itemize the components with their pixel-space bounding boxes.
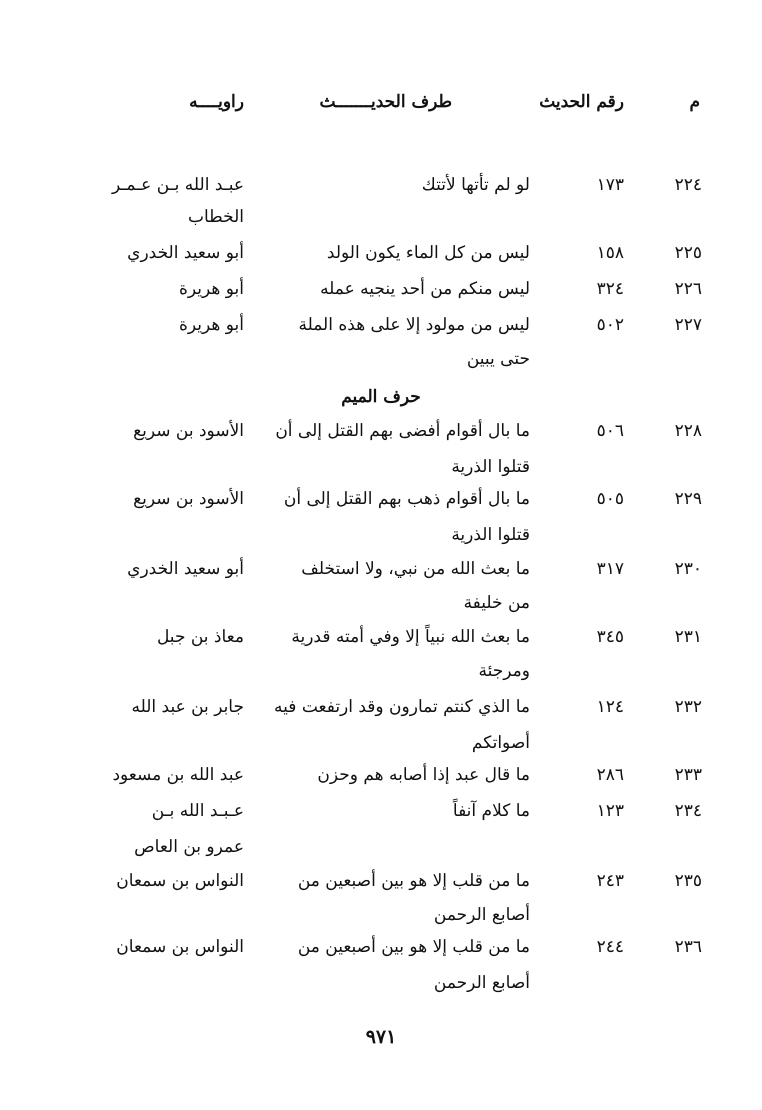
narrator: أبو سعيد الخدري bbox=[127, 559, 244, 579]
header-hadith-number: رقم الحديث bbox=[539, 92, 624, 112]
hadith-number: ٣٤٥ bbox=[596, 627, 624, 647]
row-index: ٢٣٦ bbox=[674, 937, 702, 957]
table-row bbox=[0, 168, 762, 202]
row-index: ٢٣١ bbox=[674, 627, 702, 647]
hadith-text-continuation: أصابع الرحمن bbox=[433, 973, 530, 993]
section-heading: حرف الميم bbox=[341, 387, 421, 407]
hadith-number: ٣١٧ bbox=[596, 559, 624, 579]
row-index: ٢٢٩ bbox=[674, 489, 702, 509]
row-index: ٢٣٣ bbox=[674, 765, 702, 785]
hadith-text-continuation: من خليفة bbox=[463, 593, 530, 613]
hadith-text: ما بعث الله من نبي، ولا استخلف bbox=[301, 559, 530, 579]
table-row bbox=[0, 758, 762, 792]
hadith-text-continuation: قتلوا الذرية bbox=[451, 457, 530, 477]
hadith-text: ما قال عبد إذا أصابه هم وحزن bbox=[317, 765, 530, 785]
header-m: م bbox=[689, 92, 700, 112]
hadith-text-continuation: أصواتكم bbox=[471, 733, 530, 753]
hadith-text: ما بعث الله نبياً إلا وفي أمته قدرية bbox=[291, 627, 530, 647]
hadith-text-continuation: أصابع الرحمن bbox=[433, 905, 530, 925]
table-row bbox=[0, 236, 762, 270]
table-row-continuation bbox=[0, 342, 762, 376]
hadith-text: ما من قلب إلا هو بين أصبعين من bbox=[297, 871, 530, 891]
hadith-number: ٢٤٣ bbox=[596, 871, 624, 891]
hadith-number: ١٢٤ bbox=[596, 697, 624, 717]
hadith-text-continuation: حتى يبين bbox=[466, 349, 530, 369]
hadith-number: ٢٨٦ bbox=[596, 765, 624, 785]
narrator: الأسود بن سريع bbox=[133, 421, 244, 441]
hadith-text: ليس من كل الماء يكون الولد bbox=[326, 243, 530, 263]
narrator: جابر بن عبد الله bbox=[131, 697, 244, 717]
hadith-number: ١٢٣ bbox=[596, 801, 624, 821]
page-number: ٩٧١ bbox=[365, 1026, 397, 1048]
hadith-number: ١٥٨ bbox=[596, 243, 624, 263]
table-row bbox=[0, 620, 762, 654]
hadith-number: ٢٤٤ bbox=[596, 937, 624, 957]
table-row bbox=[0, 482, 762, 516]
row-index: ٢٢٨ bbox=[674, 421, 702, 441]
narrator-continuation: الخطاب bbox=[187, 207, 244, 227]
table-row bbox=[0, 864, 762, 898]
table-row-continuation bbox=[0, 898, 762, 932]
hadith-text: لو لم تأتها لأتتك bbox=[421, 175, 530, 195]
table-row bbox=[0, 794, 762, 828]
table-row bbox=[0, 930, 762, 964]
table-row-continuation bbox=[0, 450, 762, 484]
narrator: أبو سعيد الخدري bbox=[127, 243, 244, 263]
table-row-continuation bbox=[0, 200, 762, 234]
table-row-continuation bbox=[0, 586, 762, 620]
hadith-text: ما الذي كنتم تمارون وقد ارتفعت فيه bbox=[274, 697, 530, 717]
hadith-number: ٥٠٦ bbox=[596, 421, 624, 441]
table-row-continuation bbox=[0, 966, 762, 1000]
narrator: أبو هريرة bbox=[178, 315, 244, 335]
narrator: النواس بن سمعان bbox=[116, 937, 244, 957]
header-hadith-text: طرف الحديـــــــث bbox=[319, 92, 452, 112]
narrator: أبو هريرة bbox=[178, 279, 244, 299]
hadith-text: ما بال أقوام ذهب بهم القتل إلى أن bbox=[283, 489, 530, 509]
narrator-continuation: عمرو بن العاص bbox=[134, 837, 244, 857]
table-row-continuation bbox=[0, 830, 762, 864]
hadith-text: ما كلام آنفاً bbox=[452, 801, 530, 821]
hadith-text: ما بال أقوام أفضى بهم القتل إلى أن bbox=[275, 421, 530, 441]
narrator: عـبـد الله بـن bbox=[151, 801, 244, 821]
hadith-text: ليس منكم من أحد ينجيه عمله bbox=[320, 279, 530, 299]
hadith-text: ما من قلب إلا هو بين أصبعين من bbox=[297, 937, 530, 957]
narrator: الأسود بن سريع bbox=[133, 489, 244, 509]
hadith-text-continuation: قتلوا الذرية bbox=[451, 525, 530, 545]
hadith-number: ٥٠٥ bbox=[596, 489, 624, 509]
table-row bbox=[0, 272, 762, 306]
header-narrator: راويــــه bbox=[189, 92, 244, 112]
table-row-continuation bbox=[0, 518, 762, 552]
row-index: ٢٣٥ bbox=[674, 871, 702, 891]
hadith-number: ٥٠٢ bbox=[596, 315, 624, 335]
table-row-continuation bbox=[0, 726, 762, 760]
row-index: ٢٢٤ bbox=[674, 175, 702, 195]
row-index: ٢٣٢ bbox=[674, 697, 702, 717]
table-row-continuation bbox=[0, 654, 762, 688]
hadith-text-continuation: ومرجئة bbox=[478, 661, 530, 681]
table-row bbox=[0, 414, 762, 448]
hadith-number: ٣٢٤ bbox=[596, 279, 624, 299]
row-index: ٢٢٧ bbox=[674, 315, 702, 335]
narrator: النواس بن سمعان bbox=[116, 871, 244, 891]
hadith-number: ١٧٣ bbox=[596, 175, 624, 195]
narrator: معاذ بن جبل bbox=[156, 627, 244, 647]
table-row bbox=[0, 690, 762, 724]
table-row bbox=[0, 552, 762, 586]
row-index: ٢٢٦ bbox=[674, 279, 702, 299]
table-row bbox=[0, 308, 762, 342]
row-index: ٢٣٤ bbox=[674, 801, 702, 821]
hadith-text: ليس من مولود إلا على هذه الملة bbox=[298, 315, 530, 335]
narrator: عبد الله بن مسعود bbox=[112, 765, 244, 785]
row-index: ٢٣٠ bbox=[674, 559, 702, 579]
row-index: ٢٢٥ bbox=[674, 243, 702, 263]
narrator: عبـد الله بـن عـمـر bbox=[112, 175, 244, 195]
